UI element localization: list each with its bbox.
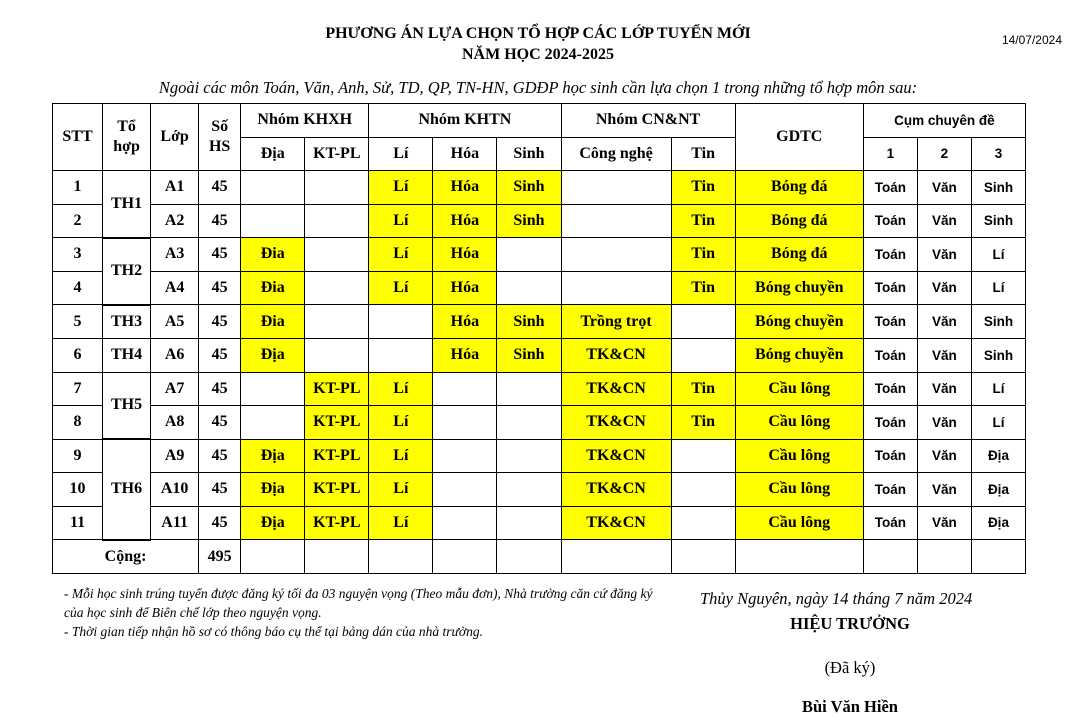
hoa-cell — [433, 473, 497, 507]
so-hs-cell: 45 — [199, 439, 241, 473]
cum-3-cell: Lí — [971, 271, 1025, 305]
cum-3-cell: Sinh — [971, 339, 1025, 373]
li-cell: Lí — [369, 406, 433, 440]
empty-cell — [971, 540, 1025, 574]
cum-1-cell: Toán — [863, 238, 917, 272]
cong-nghe-cell: TK&CN — [561, 506, 671, 540]
cum-1-cell: Toán — [863, 171, 917, 205]
cum-3-cell: Địa — [971, 506, 1025, 540]
cum-2-cell: Văn — [917, 204, 971, 238]
so-hs-cell: 45 — [199, 238, 241, 272]
so-hs-cell: 45 — [199, 506, 241, 540]
cong-nghe-cell: TK&CN — [561, 439, 671, 473]
li-cell: Lí — [369, 171, 433, 205]
cum-2-cell: Văn — [917, 473, 971, 507]
header-cum-3: 3 — [971, 137, 1025, 171]
hoa-cell: Hóa — [433, 238, 497, 272]
sinh-cell — [497, 238, 561, 272]
gdtc-cell: Bóng chuyền — [735, 271, 863, 305]
stt-cell: 10 — [53, 473, 103, 507]
header-khtn: Nhóm KHTN — [369, 104, 561, 138]
hoa-cell — [433, 406, 497, 440]
cum-2-cell: Văn — [917, 171, 971, 205]
lop-cell: A1 — [151, 171, 199, 205]
cum-2-cell: Văn — [917, 339, 971, 373]
li-cell: Lí — [369, 372, 433, 406]
signed-note: (Đã ký) — [824, 658, 876, 677]
ktpl-cell — [305, 271, 369, 305]
tin-cell — [671, 339, 735, 373]
total-value: 495 — [199, 540, 241, 574]
header-lop: Lớp — [151, 104, 199, 171]
cum-1-cell: Toán — [863, 406, 917, 440]
to-hop-cell: TH4 — [103, 339, 151, 373]
cum-1-cell: Toán — [863, 506, 917, 540]
empty-cell — [369, 540, 433, 574]
hoa-cell: Hóa — [433, 271, 497, 305]
ktpl-cell — [305, 305, 369, 339]
cum-1-cell: Toán — [863, 271, 917, 305]
empty-cell — [863, 540, 917, 574]
header-hoa: Hóa — [433, 137, 497, 171]
so-hs-cell: 45 — [199, 473, 241, 507]
tin-cell: Tin — [671, 372, 735, 406]
tin-cell: Tin — [671, 238, 735, 272]
header-tin: Tin — [671, 137, 735, 171]
header-cum-2: 2 — [917, 137, 971, 171]
tin-cell — [671, 473, 735, 507]
cum-2-cell: Văn — [917, 372, 971, 406]
so-hs-cell: 45 — [199, 305, 241, 339]
total-label: Cộng: — [53, 540, 199, 574]
table-row — [53, 473, 1026, 507]
so-hs-cell: 45 — [199, 372, 241, 406]
hoa-cell: Hóa — [433, 171, 497, 205]
lop-cell: A5 — [151, 305, 199, 339]
stt-cell: 6 — [53, 339, 103, 373]
empty-cell — [917, 540, 971, 574]
li-cell: Lí — [369, 271, 433, 305]
subject-combination-table — [52, 103, 1026, 574]
note-1: - Mỗi học sinh trúng tuyển được đăng ký tối đa 03 nguyện vọng (Theo mẫu đơn), Nhà trường căn cứ đăng ký của học sinh để Biên chế lớp theo nguyện vọng. — [64, 586, 653, 620]
cong-nghe-cell: TK&CN — [561, 406, 671, 440]
cum-2-cell: Văn — [917, 238, 971, 272]
cum-3-cell: Địa — [971, 439, 1025, 473]
cum-2-cell: Văn — [917, 271, 971, 305]
dia-cell: Đia — [241, 238, 305, 272]
sinh-cell — [497, 439, 561, 473]
table-row — [53, 305, 1026, 339]
cum-3-cell: Sinh — [971, 171, 1025, 205]
dia-cell: Địa — [241, 339, 305, 373]
tin-cell — [671, 305, 735, 339]
stt-cell: 3 — [53, 238, 103, 272]
document-title: PHƯƠNG ÁN LỰA CHỌN TỔ HỢP CÁC LỚP TUYỂN MỚI — [325, 25, 751, 42]
cum-2-cell: Văn — [917, 406, 971, 440]
dia-cell: Địa — [241, 506, 305, 540]
cum-3-cell: Lí — [971, 238, 1025, 272]
sinh-cell — [497, 271, 561, 305]
lop-cell: A3 — [151, 238, 199, 272]
ktpl-cell — [305, 339, 369, 373]
so-hs-cell: 45 — [199, 406, 241, 440]
ktpl-cell: KT-PL — [305, 406, 369, 440]
header-gdtc: GDTC — [735, 104, 863, 171]
hoa-cell: Hóa — [433, 305, 497, 339]
hoa-cell — [433, 439, 497, 473]
to-hop-cell: TH1 — [103, 171, 151, 238]
cum-1-cell: Toán — [863, 305, 917, 339]
li-cell — [369, 339, 433, 373]
table-row — [53, 171, 1026, 205]
dia-cell — [241, 171, 305, 205]
lop-cell: A9 — [151, 439, 199, 473]
dia-cell — [241, 204, 305, 238]
empty-cell — [735, 540, 863, 574]
cum-1-cell: Toán — [863, 204, 917, 238]
stt-cell: 1 — [53, 171, 103, 205]
cong-nghe-cell — [561, 171, 671, 205]
table-row — [53, 238, 1026, 272]
cum-2-cell: Văn — [917, 506, 971, 540]
li-cell: Lí — [369, 439, 433, 473]
cum-1-cell: Toán — [863, 339, 917, 373]
header-dia: Địa — [241, 137, 305, 171]
gdtc-cell: Bóng đá — [735, 238, 863, 272]
cum-2-cell: Văn — [917, 439, 971, 473]
header-sinh: Sinh — [497, 137, 561, 171]
sinh-cell: Sinh — [497, 171, 561, 205]
empty-cell — [497, 540, 561, 574]
cong-nghe-cell: Trồng trọt — [561, 305, 671, 339]
header-cnnt: Nhóm CN&NT — [561, 104, 735, 138]
gdtc-cell: Cầu lông — [735, 406, 863, 440]
empty-cell — [671, 540, 735, 574]
dia-cell: Đia — [241, 305, 305, 339]
gdtc-cell: Cầu lông — [735, 506, 863, 540]
dia-cell: Đia — [241, 271, 305, 305]
empty-cell — [241, 540, 305, 574]
gdtc-cell: Bóng chuyền — [735, 339, 863, 373]
table-row — [53, 204, 1026, 238]
lop-cell: A8 — [151, 406, 199, 440]
lop-cell: A4 — [151, 271, 199, 305]
stt-cell: 5 — [53, 305, 103, 339]
lop-cell: A2 — [151, 204, 199, 238]
hoa-cell — [433, 506, 497, 540]
li-cell: Lí — [369, 506, 433, 540]
ktpl-cell: KT-PL — [305, 439, 369, 473]
gdtc-cell: Bóng đá — [735, 171, 863, 205]
sinh-cell — [497, 506, 561, 540]
stt-cell: 4 — [53, 271, 103, 305]
header-khxh: Nhóm KHXH — [241, 104, 369, 138]
to-hop-cell: TH2 — [103, 238, 151, 305]
gdtc-cell: Cầu lông — [735, 372, 863, 406]
li-cell: Lí — [369, 238, 433, 272]
header-to-hop: Tổ hợp — [103, 104, 151, 171]
tin-cell — [671, 506, 735, 540]
tin-cell: Tin — [671, 271, 735, 305]
gdtc-cell: Cầu lông — [735, 473, 863, 507]
ktpl-cell — [305, 238, 369, 272]
ktpl-cell: KT-PL — [305, 372, 369, 406]
sinh-cell: Sinh — [497, 204, 561, 238]
table-row — [53, 339, 1026, 373]
cong-nghe-cell — [561, 238, 671, 272]
gdtc-cell: Bóng chuyền — [735, 305, 863, 339]
so-hs-cell: 45 — [199, 171, 241, 205]
cong-nghe-cell — [561, 271, 671, 305]
cum-1-cell: Toán — [863, 439, 917, 473]
to-hop-cell: TH5 — [103, 372, 151, 439]
to-hop-cell: TH3 — [103, 305, 151, 339]
ktpl-cell: KT-PL — [305, 506, 369, 540]
so-hs-cell: 45 — [199, 271, 241, 305]
cum-1-cell: Toán — [863, 372, 917, 406]
dia-cell: Địa — [241, 473, 305, 507]
dia-cell — [241, 372, 305, 406]
to-hop-cell: TH6 — [103, 439, 151, 540]
header-li: Lí — [369, 137, 433, 171]
ktpl-cell — [305, 204, 369, 238]
cum-3-cell: Lí — [971, 372, 1025, 406]
note-2: - Thời gian tiếp nhận hồ sơ có thông báo cụ thể tại bảng dán của nhà trường. — [64, 624, 483, 639]
header-cong-nghe: Công nghệ — [561, 137, 671, 171]
total-row — [53, 540, 1026, 574]
cum-1-cell: Toán — [863, 473, 917, 507]
table-row — [53, 271, 1026, 305]
lop-cell: A6 — [151, 339, 199, 373]
cum-3-cell: Lí — [971, 406, 1025, 440]
header-ktpl: KT-PL — [305, 137, 369, 171]
header-stt: STT — [53, 104, 103, 171]
hoa-cell: Hóa — [433, 204, 497, 238]
hoa-cell — [433, 372, 497, 406]
stt-cell: 9 — [53, 439, 103, 473]
print-date: 14/07/2024 — [1001, 33, 1062, 47]
lop-cell: A10 — [151, 473, 199, 507]
li-cell — [369, 305, 433, 339]
notes — [64, 584, 674, 641]
header-cum-chuyen-de: Cụm chuyên đề — [863, 104, 1025, 138]
gdtc-cell: Cầu lông — [735, 439, 863, 473]
empty-cell — [305, 540, 369, 574]
cum-3-cell: Địa — [971, 473, 1025, 507]
sinh-cell: Sinh — [497, 305, 561, 339]
sinh-cell — [497, 406, 561, 440]
signer-name: Bùi Văn Hiền — [802, 697, 898, 716]
table-row — [53, 372, 1026, 406]
sinh-cell — [497, 372, 561, 406]
so-hs-cell: 45 — [199, 204, 241, 238]
li-cell: Lí — [369, 204, 433, 238]
sinh-cell: Sinh — [497, 339, 561, 373]
stt-cell: 2 — [53, 204, 103, 238]
sinh-cell — [497, 473, 561, 507]
cong-nghe-cell: TK&CN — [561, 473, 671, 507]
table-row — [53, 506, 1026, 540]
cum-3-cell: Sinh — [971, 305, 1025, 339]
tin-cell: Tin — [671, 406, 735, 440]
header-so-hs: Số HS — [199, 104, 241, 171]
cong-nghe-cell: TK&CN — [561, 372, 671, 406]
place-date: Thủy Nguyên, ngày 14 tháng 7 năm 2024 — [700, 589, 973, 608]
header-cum-1: 1 — [863, 137, 917, 171]
stt-cell: 8 — [53, 406, 103, 440]
empty-cell — [561, 540, 671, 574]
stt-cell: 11 — [53, 506, 103, 540]
lop-cell: A7 — [151, 372, 199, 406]
table-row — [53, 406, 1026, 440]
tin-cell: Tin — [671, 204, 735, 238]
cum-3-cell: Sinh — [971, 204, 1025, 238]
cong-nghe-cell — [561, 204, 671, 238]
tin-cell — [671, 439, 735, 473]
table-row — [53, 439, 1026, 473]
signer-title: HIỆU TRƯỞNG — [790, 614, 910, 633]
lop-cell: A11 — [151, 506, 199, 540]
li-cell: Lí — [369, 473, 433, 507]
dia-cell — [241, 406, 305, 440]
dia-cell: Địa — [241, 439, 305, 473]
hoa-cell: Hóa — [433, 339, 497, 373]
intro-text: Ngoài các môn Toán, Văn, Anh, Sử, TD, QP, TN-HN, GDĐP học sinh cần lựa chọn 1 trong những tổ hợp môn sau: — [158, 78, 918, 97]
gdtc-cell: Bóng đá — [735, 204, 863, 238]
so-hs-cell: 45 — [199, 339, 241, 373]
cong-nghe-cell: TK&CN — [561, 339, 671, 373]
empty-cell — [433, 540, 497, 574]
school-year: NĂM HỌC 2024-2025 — [462, 46, 614, 63]
tin-cell: Tin — [671, 171, 735, 205]
ktpl-cell — [305, 171, 369, 205]
cum-2-cell: Văn — [917, 305, 971, 339]
stt-cell: 7 — [53, 372, 103, 406]
ktpl-cell: KT-PL — [305, 473, 369, 507]
